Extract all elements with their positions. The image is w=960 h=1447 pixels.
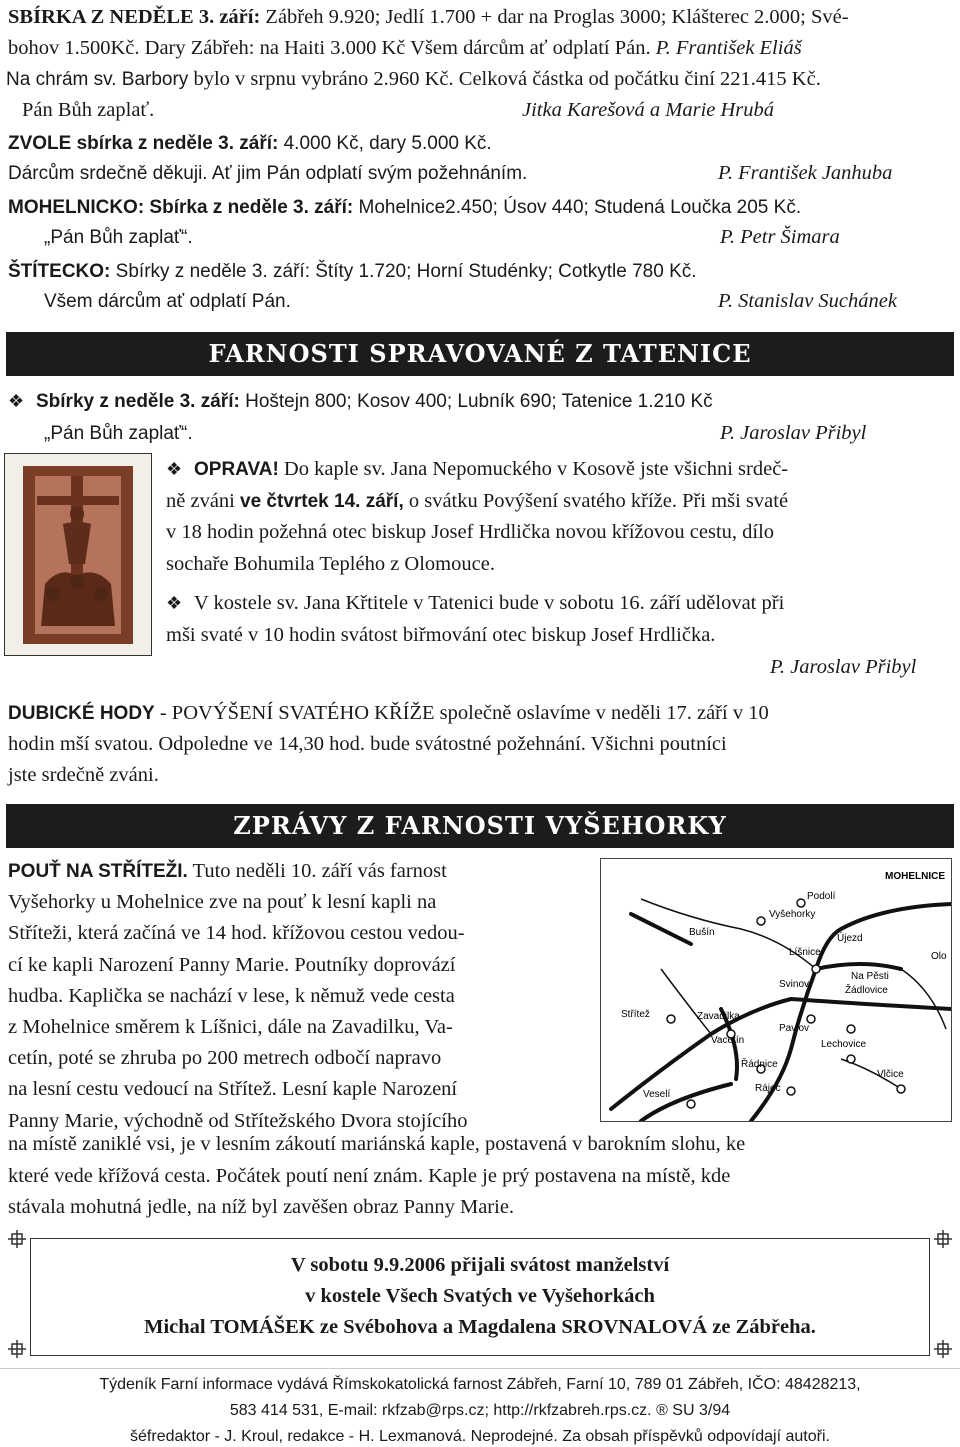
signature-karesova: Jitka Karešová a Marie Hrubá [522, 99, 775, 121]
text: Vyšehorky u Mohelnice zve na pouť k lesní kapli na [8, 891, 437, 914]
signature-janhuba: P. František Janhuba [718, 162, 893, 184]
line-svebohov [8, 33, 802, 64]
announcement-oprava [166, 454, 788, 580]
text: stávala mohutná jedle, na níž byl zavěšen obraz Panny Marie. [8, 1196, 515, 1218]
text: Všem dárcům ať odplatí Pán. [44, 291, 291, 312]
heading: DUBICKÉ HODY [8, 703, 155, 724]
map-label-ujezd: Újezd [837, 933, 863, 944]
text: Dárcům srdečně děkuji. Ať jim Pán odplatí svým požehnáním. [8, 163, 528, 184]
corner-ornament-icon [932, 1228, 954, 1250]
footer-divider [0, 1368, 960, 1369]
text: „Pán Bůh zaplať“. [44, 227, 193, 248]
heading: ŠTÍTECKO: [8, 261, 111, 282]
text: které vede křížová cesta. Počátek poutí není znám. Kaple je prý postavena na místě, kde [8, 1164, 731, 1187]
dubicke-l2: hodin mší svatou. Odpoledne ve 14,30 hod. bude svátostné požehnání. Všichni poutníci [8, 733, 727, 755]
line-mohelnicko [8, 192, 801, 223]
heading: Na chrám sv. Barbory [6, 69, 189, 90]
map-label-na-pesti: Na Pěsti [851, 971, 889, 982]
text: bohov 1.500Kč. Dary Zábřeh: na Haiti 3.000 Kč Všem dárcům ať odplatí Pán. [8, 37, 656, 59]
tatenice-collections [8, 386, 713, 417]
map-label-podoli: Podolí [807, 891, 836, 902]
footer-line-2: 583 414 531, E-mail: rkfzab@rps.cz; http://rkfzabreh.rps.cz. ® SU 3/94 [229, 1402, 731, 1419]
text: Zábřeh 9.920; Jedlí 1.700 + dar na Proglas 3000; Klášterec 2.000; Své- [260, 6, 849, 28]
dubicke-l1 [8, 698, 769, 729]
map-label-stritez: Střítež [621, 1009, 650, 1020]
date-highlight: ve čtvrtek 14. září, [240, 490, 404, 512]
dubicke-l3: jste srdečně zváni. [8, 764, 159, 786]
announcement-birmovani [166, 588, 784, 651]
line-thanks-zvole [8, 158, 527, 189]
line-zvole [8, 128, 492, 159]
map-label-rajec: Rájec [755, 1083, 781, 1094]
signature-simara: P. Petr Šimara [720, 226, 840, 248]
corner-ornament-icon [932, 1338, 954, 1360]
map-label-vlcice: Vlčice [877, 1069, 904, 1080]
map-label-zadlovice: Žádlovice [845, 985, 888, 996]
wedding-line-2: v kostele Všech Svatých ve Vyšehorkách [305, 1285, 655, 1307]
text: Mohelnice2.450; Úsov 440; Studená Loučka 205 Kč. [353, 197, 802, 218]
signature: P. František Eliáš [655, 37, 802, 59]
map-label-vacetin: Vacetín [711, 1035, 745, 1046]
text: v 18 hodin požehná otec biskup Josef Hrdlička novou křížovou cestu, dílo [166, 521, 775, 543]
map-label-busin: Bušín [689, 927, 715, 938]
text: 4.000 Kč, dary 5.000 Kč. [278, 133, 492, 154]
thanks-line [22, 95, 154, 126]
text: cetín, poté se zhruba po 200 metrech odbočí napravo [8, 1047, 442, 1070]
heading: SBÍRKA Z NEDĚLE 3. září: [8, 6, 261, 28]
line-barbora [6, 64, 821, 95]
signature-suchanek: P. Stanislav Suchánek [718, 290, 897, 312]
section-banner-tatenice: FARNOSTI SPRAVOVANÉ Z TATENICE [6, 332, 954, 376]
diamond-bullet-icon: ❖ [166, 459, 183, 479]
corner-ornament-icon [6, 1338, 28, 1360]
text: Pán Bůh zaplať. [22, 99, 155, 121]
text: z Mohelnice směrem k Líšnici, dále na Zavadilku, Va- [8, 1016, 453, 1039]
signature-pribyl-2: P. Jaroslav Přibyl [770, 656, 917, 678]
text: Tuto neděli 10. září vás farnost [187, 860, 447, 882]
oprava-label: OPRAVA! [194, 459, 279, 480]
crucifix-relief-icon [5, 454, 151, 655]
section-banner-vysehorky: ZPRÁVY Z FARNOSTI VYŠEHORKY [6, 804, 954, 848]
line-thanks-mohelnicko [44, 222, 193, 253]
text: bylo v srpnu vybráno 2.960 Kč. Celková částka od počátku činí 221.415 Kč. [188, 68, 821, 90]
text: V kostele sv. Jana Křtitele v Tatenici bude v sobotu 16. září udělovat při [194, 592, 785, 614]
pout-paragraph [8, 856, 586, 1137]
text: Sbírky z neděle 3. září: Štíty 1.720; Horní Studénky; Cotkytle 780 Kč. [110, 261, 697, 282]
crucifix-image [4, 453, 152, 656]
text: cí ke kapli Narození Panny Marie. Poutníky doprovází [8, 953, 456, 976]
heading: POUŤ NA STŘÍTEŽI. [8, 861, 188, 882]
text: o svátku Povýšení svatého kříže. Při mši svaté [403, 489, 789, 512]
heading: ZVOLE sbírka z neděle 3. září: [8, 133, 279, 154]
map-label-radnice: Řádnice [741, 1059, 778, 1070]
heading: Sbírky z neděle 3. září: [36, 391, 240, 412]
text: Hoštejn 800; Kosov 400; Lubník 690; Tatenice 1.210 Kč [239, 391, 713, 412]
text: na místě zaniklé vsi, je v lesním zákoutí mariánská kaple, postavená v barokním slohu, ke [8, 1133, 746, 1155]
text: Do kaple sv. Jana Nepomuckého v Kosově jste všichni srdeč- [278, 458, 789, 480]
wedding-announcement [30, 1250, 930, 1343]
map-label-mohelnice: MOHELNICE [885, 871, 945, 882]
corner-ornament-icon [6, 1228, 28, 1250]
footer [0, 1372, 960, 1447]
line-stitecko [8, 256, 697, 287]
text: Stříteži, která začíná ve 14 hod. křížovou cestou vedou- [8, 922, 465, 945]
text: hudba. Kaplička se nachází v lese, k němuž vede cesta [8, 984, 455, 1007]
map-label-pavlov: Pavlov [779, 1023, 810, 1034]
map-label-lechovice: Lechovice [821, 1039, 867, 1050]
map-label-zavadilka: Zavadilka [697, 1011, 740, 1022]
road-map-icon [601, 859, 951, 1121]
text: ně zváni [166, 489, 240, 512]
text: sochaře Bohumila Teplého z Olomouce. [166, 552, 495, 575]
tatenice-thanks: „Pán Bůh zaplať“. [44, 423, 193, 444]
text: Panny Marie, východně od Střítežského Dvora stojícího [8, 1109, 468, 1132]
diamond-bullet-icon: ❖ [8, 391, 25, 411]
footer-line-3: šéfredaktor - J. Kroul, redakce - H. Lexmanová. Neprodejné. Za obsah příspěvků odpovídají autoři. [130, 1428, 830, 1445]
footer-line-1: Týdeník Farní informace vydává Římskokatolická farnost Zábřeh, Farní 10, 789 01 Zábřeh, IČO: 48428213, [99, 1376, 861, 1393]
collection-zabreh [8, 2, 849, 33]
signature-pribyl: P. Jaroslav Přibyl [720, 422, 867, 444]
area-map [600, 858, 952, 1122]
pout-continuation [8, 1129, 745, 1224]
map-label-lisnice: Líšnice [789, 947, 821, 958]
map-label-vysehorky: Vyšehorky [769, 909, 816, 920]
text: na lesní cestu vedoucí na Střítež. Lesní kaple Narození [8, 1078, 458, 1101]
map-label-olomouc: Olo [931, 951, 947, 962]
map-label-svinov: Svinov [779, 979, 810, 990]
wedding-line-3: Michal TOMÁŠEK ze Svébohova a Magdalena SROVNALOVÁ ze Zábřeha. [144, 1316, 816, 1338]
text: - POVÝŠENÍ SVATÉHO KŘÍŽE společně oslavíme v neděli 17. září v 10 [154, 702, 769, 724]
line-thanks-stitecko [44, 286, 291, 317]
map-label-veseli: Veselí [643, 1089, 671, 1100]
diamond-bullet-icon: ❖ [166, 593, 183, 613]
text: mši svaté v 10 hodin svátost biřmování otec biskup Josef Hrdlička. [166, 623, 716, 646]
wedding-line-1: V sobotu 9.9.2006 přijali svátost manželství [290, 1254, 670, 1276]
heading: MOHELNICKO: Sbírka z neděle 3. září: [8, 197, 354, 218]
